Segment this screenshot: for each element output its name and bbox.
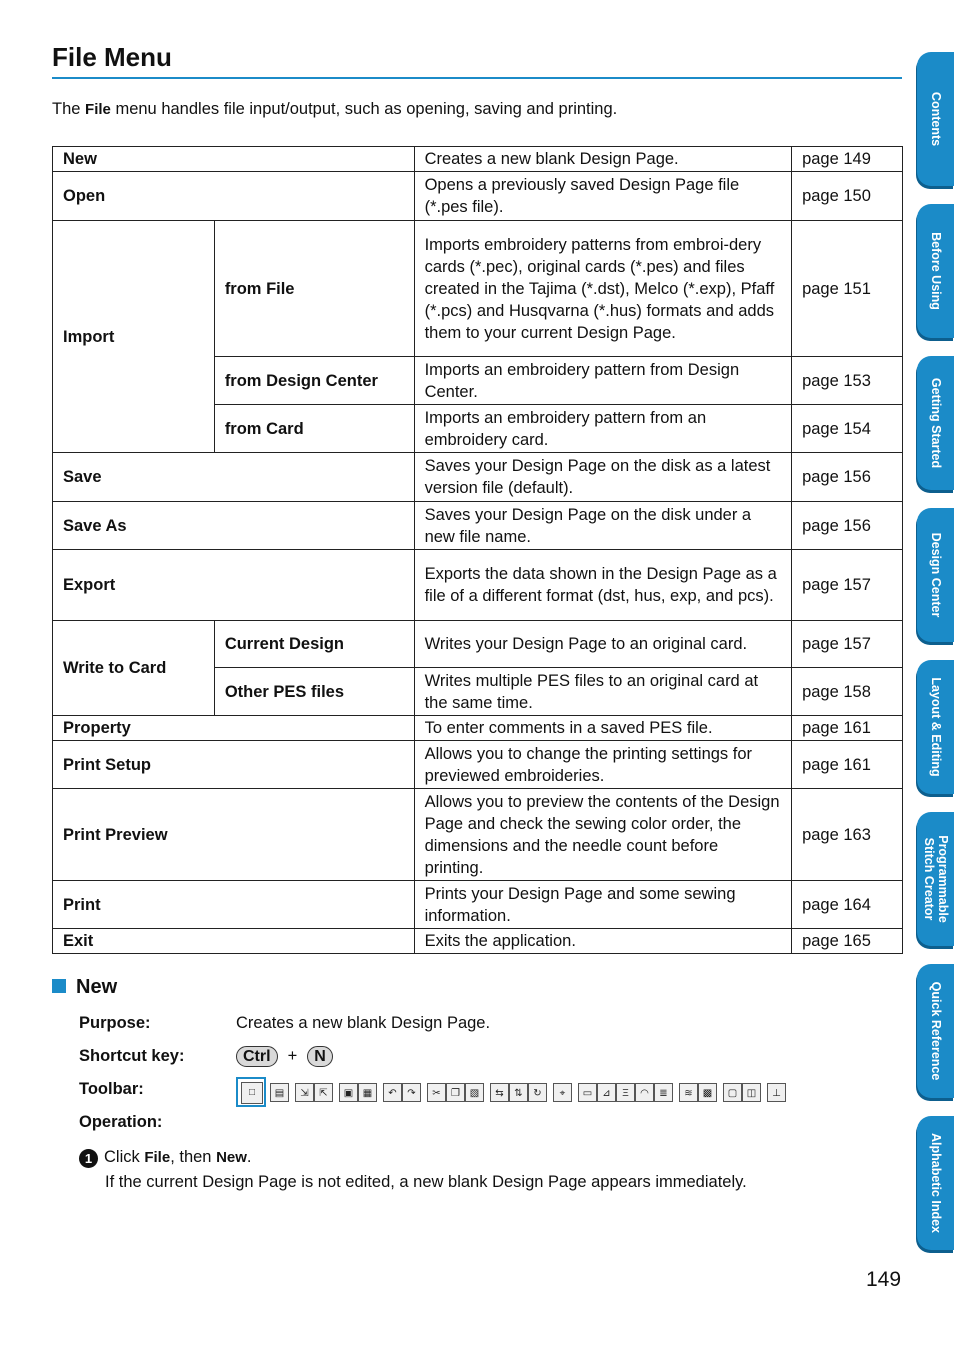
- rotate-icon[interactable]: ↻: [528, 1083, 547, 1102]
- table-row: [53, 221, 903, 357]
- table-row: [53, 929, 903, 954]
- menu-item-desc: Imports an embroidery pattern from Design Center.: [414, 357, 792, 405]
- operation-row: [79, 1113, 236, 1132]
- export-icon[interactable]: ⇱: [314, 1083, 333, 1102]
- menu-item-name: Save As: [53, 502, 415, 550]
- toolbar-label: Toolbar:: [79, 1080, 144, 1098]
- shortcut-label: Shortcut key:: [79, 1047, 185, 1065]
- file-menu-table: [52, 146, 903, 954]
- copy-icon[interactable]: ❐: [446, 1083, 465, 1102]
- cut-icon[interactable]: ✂: [427, 1083, 446, 1102]
- intro-text: The File menu handles file input/output, such as opening, saving and printing.: [52, 100, 618, 118]
- pattern-icon[interactable]: ≋: [679, 1083, 698, 1102]
- menu-item-name: Print Preview: [53, 789, 415, 881]
- paste-icon[interactable]: ▧: [465, 1083, 484, 1102]
- menu-item-desc: Imports an embroidery pattern from an embroidery card.: [414, 405, 792, 453]
- tab-contents[interactable]: Contents: [917, 52, 954, 186]
- stitch-icon[interactable]: ⊿: [597, 1083, 616, 1102]
- flip-icon[interactable]: ⇅: [509, 1083, 528, 1102]
- save-as-icon[interactable]: ▦: [358, 1083, 377, 1102]
- menu-item-page: page 156: [792, 453, 903, 502]
- menu-item-desc: Saves your Design Page on the disk as a latest version file (default).: [414, 453, 792, 502]
- sew-icon[interactable]: ⊥: [767, 1083, 786, 1102]
- undo-icon[interactable]: ↶: [383, 1083, 402, 1102]
- table-row: [53, 621, 903, 668]
- menu-item-desc: Imports embroidery patterns from embroi-dery cards (*.pec), original cards (*.pes) and files created in the Tajima (*.dst), Melco (*.exp), Pfaff (*.pcs) and Husqvarna (*.hus) formats and adds them to your current Design Page.: [414, 221, 792, 357]
- menu-item-name: Property: [53, 716, 415, 741]
- ctrl-key: Ctrl: [236, 1046, 278, 1067]
- tab-programmable-stitch-creator[interactable]: Programmable Stitch Creator: [917, 812, 954, 946]
- menu-item-page: page 164: [792, 881, 903, 929]
- table-row: [53, 147, 903, 172]
- menu-item-desc: To enter comments in a saved PES file.: [414, 716, 792, 741]
- menu-item-desc: Creates a new blank Design Page.: [414, 147, 792, 172]
- menu-item-page: page 151: [792, 221, 903, 357]
- submenu-item-name: from Card: [214, 405, 414, 453]
- table-row: [53, 881, 903, 929]
- menu-item-page: page 153: [792, 357, 903, 405]
- arc-icon[interactable]: ◠: [635, 1083, 654, 1102]
- save-icon[interactable]: ▣: [339, 1083, 358, 1102]
- menu-item-page: page 163: [792, 789, 903, 881]
- tab-layout-editing[interactable]: Layout & Editing: [917, 660, 954, 794]
- plus-sign: +: [287, 1047, 298, 1065]
- menu-item-desc: Allows you to preview the contents of the Design Page and check the sewing color order, the dimensions and the needle count before printing.: [414, 789, 792, 881]
- menu-item-name: Write to Card: [53, 621, 215, 716]
- submenu-item-name: Other PES files: [214, 668, 414, 716]
- n-key: N: [307, 1046, 333, 1067]
- menu-item-name: Export: [53, 550, 415, 621]
- title-divider: [52, 77, 902, 79]
- tab-before-using[interactable]: Before Using: [917, 204, 954, 338]
- redo-icon[interactable]: ↷: [402, 1083, 421, 1102]
- menu-item-desc: Opens a previously saved Design Page file (*.pes file).: [414, 172, 792, 221]
- tab-quick-reference[interactable]: Quick Reference: [917, 964, 954, 1098]
- menu-item-desc: Writes multiple PES files to an original card at the same time.: [414, 668, 792, 716]
- menu-item-page: page 158: [792, 668, 903, 716]
- table-row: [53, 716, 903, 741]
- purpose-row: [79, 1014, 490, 1033]
- toolbar-row-label: [79, 1080, 236, 1099]
- submenu-item-name: from Design Center: [214, 357, 414, 405]
- table-row: [53, 172, 903, 221]
- toolbar: [236, 1077, 786, 1107]
- menu-item-page: page 150: [792, 172, 903, 221]
- table-row: [53, 741, 903, 789]
- submenu-item-name: Current Design: [214, 621, 414, 668]
- menu-item-name: Exit: [53, 929, 415, 954]
- menu-item-desc: Allows you to change the printing settings for previewed embroideries.: [414, 741, 792, 789]
- menu-item-name: Print Setup: [53, 741, 415, 789]
- menu-item-page: page 157: [792, 621, 903, 668]
- menu-item-page: page 149: [792, 147, 903, 172]
- menu-item-name: New: [53, 147, 415, 172]
- import-icon[interactable]: ⇲: [295, 1083, 314, 1102]
- text-icon[interactable]: ▭: [578, 1083, 597, 1102]
- table-row: [53, 550, 903, 621]
- menu-item-name: Import: [53, 221, 215, 453]
- menu-item-desc: Saves your Design Page on the disk under a new file name.: [414, 502, 792, 550]
- align-icon[interactable]: ≣: [654, 1083, 673, 1102]
- menu-item-desc: Exports the data shown in the Design Page as a file of a different format (dst, hus, exp, and pcs).: [414, 550, 792, 621]
- font-icon[interactable]: Ξ: [616, 1083, 635, 1102]
- menu-item-name: Print: [53, 881, 415, 929]
- square-bullet-icon: [52, 979, 66, 993]
- preview-icon[interactable]: ◫: [742, 1083, 761, 1102]
- purpose-label: Purpose:: [79, 1014, 151, 1032]
- shortcut-row: [79, 1046, 333, 1067]
- section-heading: New: [52, 976, 117, 999]
- menu-item-page: page 161: [792, 741, 903, 789]
- table-row: [53, 502, 903, 550]
- table-row: [53, 453, 903, 502]
- open-icon[interactable]: ▤: [270, 1083, 289, 1102]
- select-icon[interactable]: ⌖: [553, 1083, 572, 1102]
- menu-item-page: page 157: [792, 550, 903, 621]
- page-title: File Menu: [52, 42, 172, 72]
- tab-getting-started[interactable]: Getting Started: [917, 356, 954, 490]
- fill-icon[interactable]: ▩: [698, 1083, 717, 1102]
- operation-label: Operation:: [79, 1113, 163, 1131]
- menu-item-page: page 161: [792, 716, 903, 741]
- new-icon[interactable]: □: [236, 1077, 266, 1107]
- purpose-text: Creates a new blank Design Page.: [236, 1014, 491, 1032]
- operation-step: 1 Click File, then New. If the current Design Page is not edited, a new blank Design Page appears immediately.: [79, 1145, 747, 1194]
- menu-item-desc: Writes your Design Page to an original card.: [414, 621, 792, 668]
- monitor-icon[interactable]: ▢: [723, 1083, 742, 1102]
- mirror-icon[interactable]: ⇆: [490, 1083, 509, 1102]
- page-number: 149: [866, 1268, 902, 1291]
- step-number: 1: [79, 1149, 98, 1168]
- menu-item-desc: Prints your Design Page and some sewing information.: [414, 881, 792, 929]
- menu-item-page: page 154: [792, 405, 903, 453]
- table-row: [53, 789, 903, 881]
- tab-alphabetic-index[interactable]: Alphabetic Index: [917, 1116, 954, 1250]
- menu-item-name: Save: [53, 453, 415, 502]
- submenu-item-name: from File: [214, 221, 414, 357]
- menu-item-page: page 156: [792, 502, 903, 550]
- menu-item-name: Open: [53, 172, 415, 221]
- step-note: If the current Design Page is not edited, a new blank Design Page appears immediately.: [105, 1173, 747, 1191]
- tab-design-center[interactable]: Design Center: [917, 508, 954, 642]
- menu-item-page: page 165: [792, 929, 903, 954]
- menu-item-desc: Exits the application.: [414, 929, 792, 954]
